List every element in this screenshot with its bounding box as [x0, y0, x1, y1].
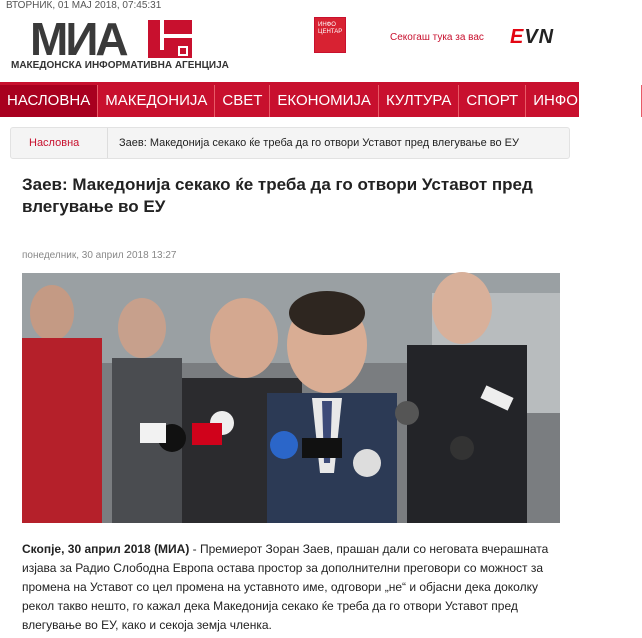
nav-item-ekonomija[interactable]: ЕКОНОМИЈА	[270, 85, 379, 117]
breadcrumb-home[interactable]: Насловна	[29, 137, 80, 149]
breadcrumb-divider	[107, 128, 108, 158]
nav-item-naslovna[interactable]: НАСЛОВНА	[0, 85, 98, 117]
nav-item-info-servis[interactable]: ИНФО СЕРВИ	[526, 85, 641, 117]
logo-mark	[148, 20, 192, 58]
slogan: Секогаш тука за вас	[390, 32, 484, 43]
mia-logo[interactable]	[8, 13, 229, 74]
nav-item-svet[interactable]: СВЕТ	[215, 85, 270, 117]
breadcrumb-current: Заев: Македонија секако ќе треба да го отвори Уставот пред влегување во ЕУ	[119, 137, 519, 149]
info-centar-badge[interactable]: ИНФО ЦЕНТАР	[314, 17, 346, 53]
article-text: - Премиерот Зоран Заев, прашан дали со неговата вчерашната изјава за Радио Слободна Европа остава простор за дополнителни преговори со можност за промена на Уставот со цел промена на уставното име, одговори „не“ и објасни дека доколку рекол такво нешто, го кажал дека Македонија секако ќе треба да го отвори Уставот пред влегување во ЕУ, како и секоја земја членка.	[22, 542, 549, 632]
breadcrumb	[10, 127, 570, 159]
header-date: ВТОРНИК, 01 МАЈ 2018, 07:45:31	[6, 0, 162, 11]
main-nav	[0, 82, 634, 117]
nav-item-kultura[interactable]: КУЛТУРА	[379, 85, 459, 117]
logo-text: МИА	[30, 13, 126, 65]
press-scene-image	[22, 273, 560, 523]
article-title: Заев: Македонија секако ќе треба да го отвори Уставот пред влегување во ЕУ	[22, 175, 533, 216]
article-date: понеделник, 30 април 2018 13:27	[22, 250, 177, 261]
article-body	[22, 540, 562, 635]
article-dateline: Скопје, 30 април 2018 (МИА)	[22, 542, 190, 556]
logo-subtitle: МАКЕДОНСКА ИНФОРМАТИВНА АГЕНЦИЈА	[11, 60, 229, 71]
nav-item-makedonija[interactable]: МАКЕДОНИЈА	[98, 85, 215, 117]
nav-item-sport[interactable]: СПОРТ	[459, 85, 526, 117]
evn-logo[interactable]: EVN	[510, 26, 555, 48]
article-photo	[22, 273, 560, 523]
